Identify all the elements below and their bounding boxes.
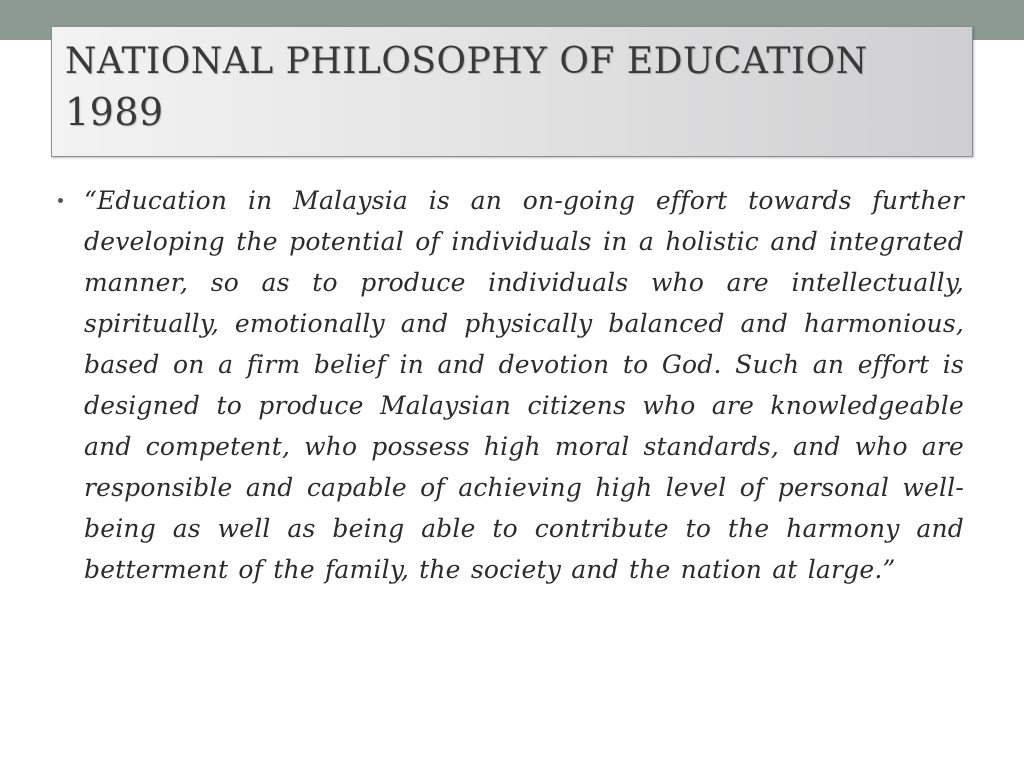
- philosophy-quote: “Education in Malaysia is an on-going effort towards further developing the potential of individuals in a holistic and integrated manner, so as to produce individuals who are intellectually, spiritually, emotionally and physically balanced and harmonious, based on a firm belief in and devotion to God. Such an effort is designed to produce Malaysian citizens who are knowledgeable and competent, who possess high moral standards, and who are responsible and capable of achieving high level of personal well-being as well as being able to contribute to the harmony and betterment of the family, the society and the nation at large.”: [84, 186, 964, 584]
- slide-title-line2: 1989: [65, 90, 164, 134]
- slide-title-line1: NATIONAL PHILOSOPHY OF EDUCATION: [65, 41, 868, 82]
- bullet-point: [58, 198, 63, 203]
- title-box: [51, 26, 973, 157]
- slide-title: [65, 37, 955, 137]
- slide-body: [58, 180, 964, 590]
